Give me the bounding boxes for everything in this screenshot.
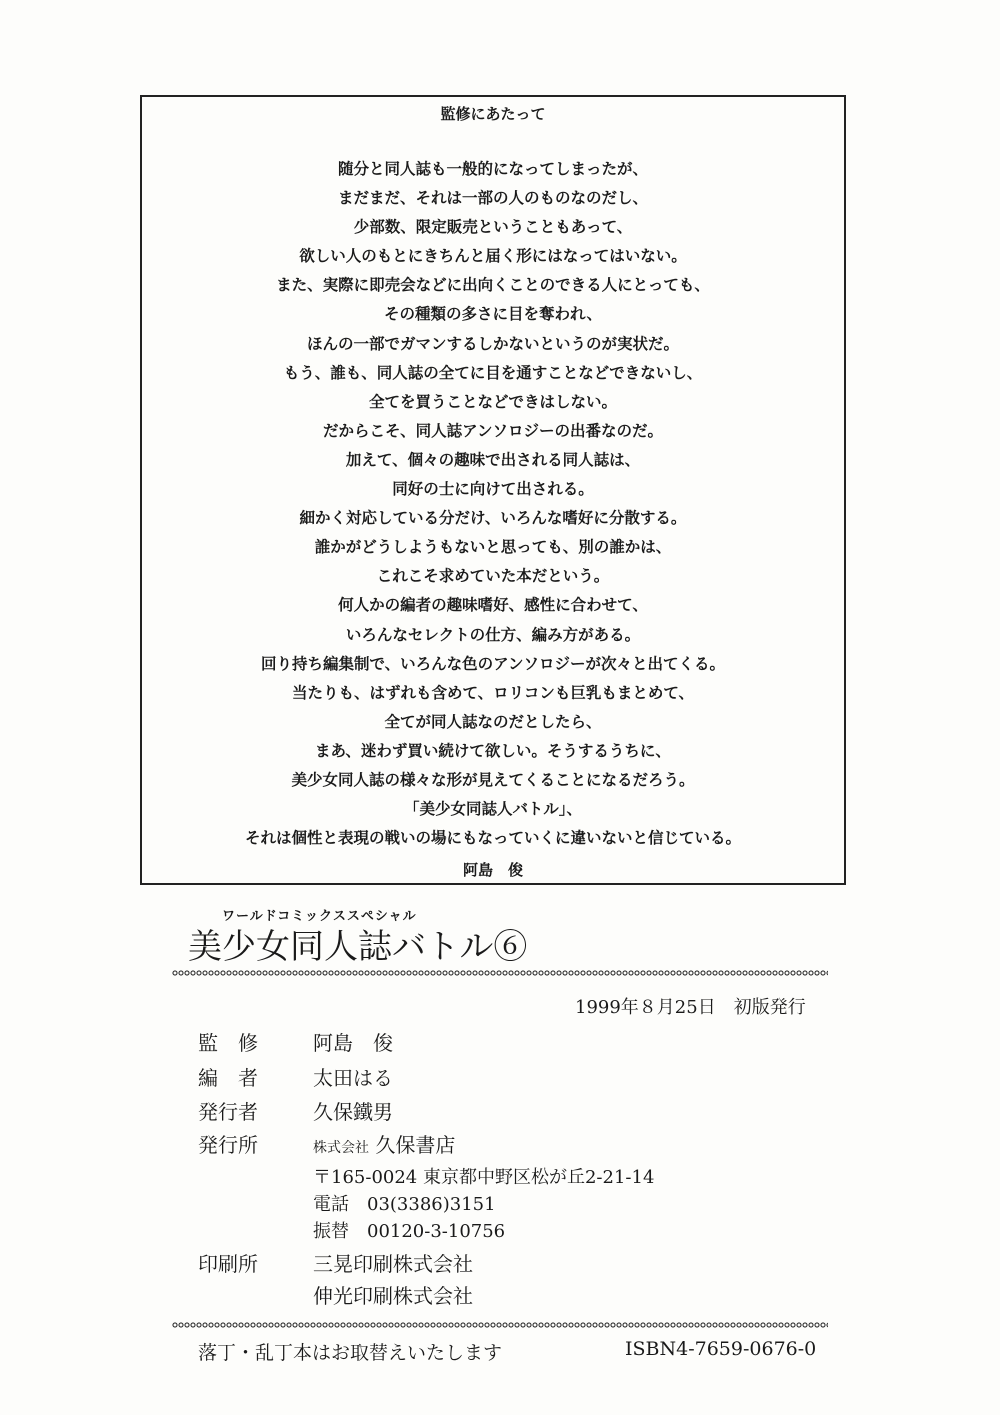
wavy-divider <box>172 970 828 976</box>
foreword-line: 随分と同人誌も一般的になってしまったが、 <box>337 160 648 178</box>
series-name: ワールドコミックススペシャル <box>222 909 417 924</box>
credit-label: 印刷所 <box>198 1252 258 1276</box>
credit-value: 太田はる <box>313 1066 393 1090</box>
foreword-line: まだまだ、それは一部の人のものなのだし、 <box>337 189 648 208</box>
foreword-line: 欲しい人のもとにきちんと届く形にはなってはいない。 <box>299 247 687 266</box>
foreword-body <box>142 155 844 853</box>
foreword-line: もう、誰も、同人誌の全てに目を通すことなどできないし、 <box>283 363 703 382</box>
credit-value <box>313 1132 455 1161</box>
foreword-line: また、実際に即売会などに出向くことのできる人にとっても、 <box>276 276 710 295</box>
phone-line: 電話 03(3386)3151 <box>313 1194 496 1215</box>
credit-value: 三晃印刷株式会社 <box>313 1252 473 1276</box>
foreword-line: 美少女同人誌の様々な形が見えてくることになるだろう。 <box>291 770 695 789</box>
credit-label: 発行所 <box>198 1133 258 1157</box>
foreword-line: 何人かの編者の趣味嗜好、感性に合わせて、 <box>338 596 648 615</box>
replacement-notice: 落丁・乱丁本はお取替えいたします <box>198 1342 503 1364</box>
foreword-line: その種類の多さに目を奪われ、 <box>384 305 602 324</box>
wavy-divider <box>172 1322 828 1328</box>
foreword-line: まあ、迷わず買い続けて欲しい。そうするうちに、 <box>315 741 671 760</box>
foreword-title: 監修にあたって <box>440 105 546 123</box>
credit-label: 編 者 <box>198 1066 258 1090</box>
company-prefix: 株式会社 <box>313 1140 369 1156</box>
foreword-line: 誰かがどうしようもないと思っても、別の誰かは、 <box>314 538 672 557</box>
foreword-line: 同好の士に向けて出される。 <box>392 480 594 499</box>
credit-label: 監 修 <box>198 1031 258 1055</box>
foreword-line: いろんなセレクトの仕方、編み方がある。 <box>345 625 641 644</box>
credit-value: 阿島 俊 <box>313 1031 393 1055</box>
book-title: 美少女同人誌バトル⑥ <box>188 927 528 967</box>
isbn: ISBN4-7659-0676-0 <box>625 1338 817 1360</box>
foreword-line: これこそ求めていた本だという。 <box>376 567 610 586</box>
foreword-line: それは個性と表現の戦いの場にもなっていくに違いないと信じている。 <box>244 829 741 848</box>
company-name: 久保書店 <box>375 1133 456 1157</box>
foreword-line: 当たりも、はずれも含めて、ロリコンも巨乳もまとめて、 <box>291 683 695 702</box>
address-line: 〒165-0024 東京都中野区松が丘2-21-14 <box>313 1167 655 1188</box>
foreword-line: だからこそ、同人誌アンソロジーの出番なのだ。 <box>322 421 664 440</box>
foreword-signature: 阿島 俊 <box>462 861 523 879</box>
publication-date: 1999年８月25日 初版発行 <box>575 997 806 1018</box>
credit-value: 伸光印刷株式会社 <box>313 1284 473 1308</box>
transfer-line: 振替 00120-3-10756 <box>313 1221 506 1242</box>
foreword-line: 全てを買うことなどできはしない。 <box>368 392 617 411</box>
foreword-line: 「美少女同誌人バトル」、 <box>404 800 582 819</box>
foreword-line: 回り持ち編集制で、いろんな色のアンソロジーが次々と出てくる。 <box>260 654 726 673</box>
foreword-line: 全てが同人誌なのだとしたら、 <box>384 712 602 731</box>
foreword-line: ほんの一部でガマンするしかないというのが実状だ。 <box>306 334 679 353</box>
foreword-line: 細かく対応している分だけ、いろんな嗜好に分散する。 <box>299 509 687 528</box>
foreword-box <box>140 95 846 885</box>
credit-value: 久保鐵男 <box>313 1100 393 1124</box>
foreword-line: 加えて、個々の趣味で出される同人誌は、 <box>345 450 641 469</box>
foreword-line: 少部数、限定販売ということもあって、 <box>353 218 633 237</box>
credit-label: 発行者 <box>198 1100 258 1124</box>
